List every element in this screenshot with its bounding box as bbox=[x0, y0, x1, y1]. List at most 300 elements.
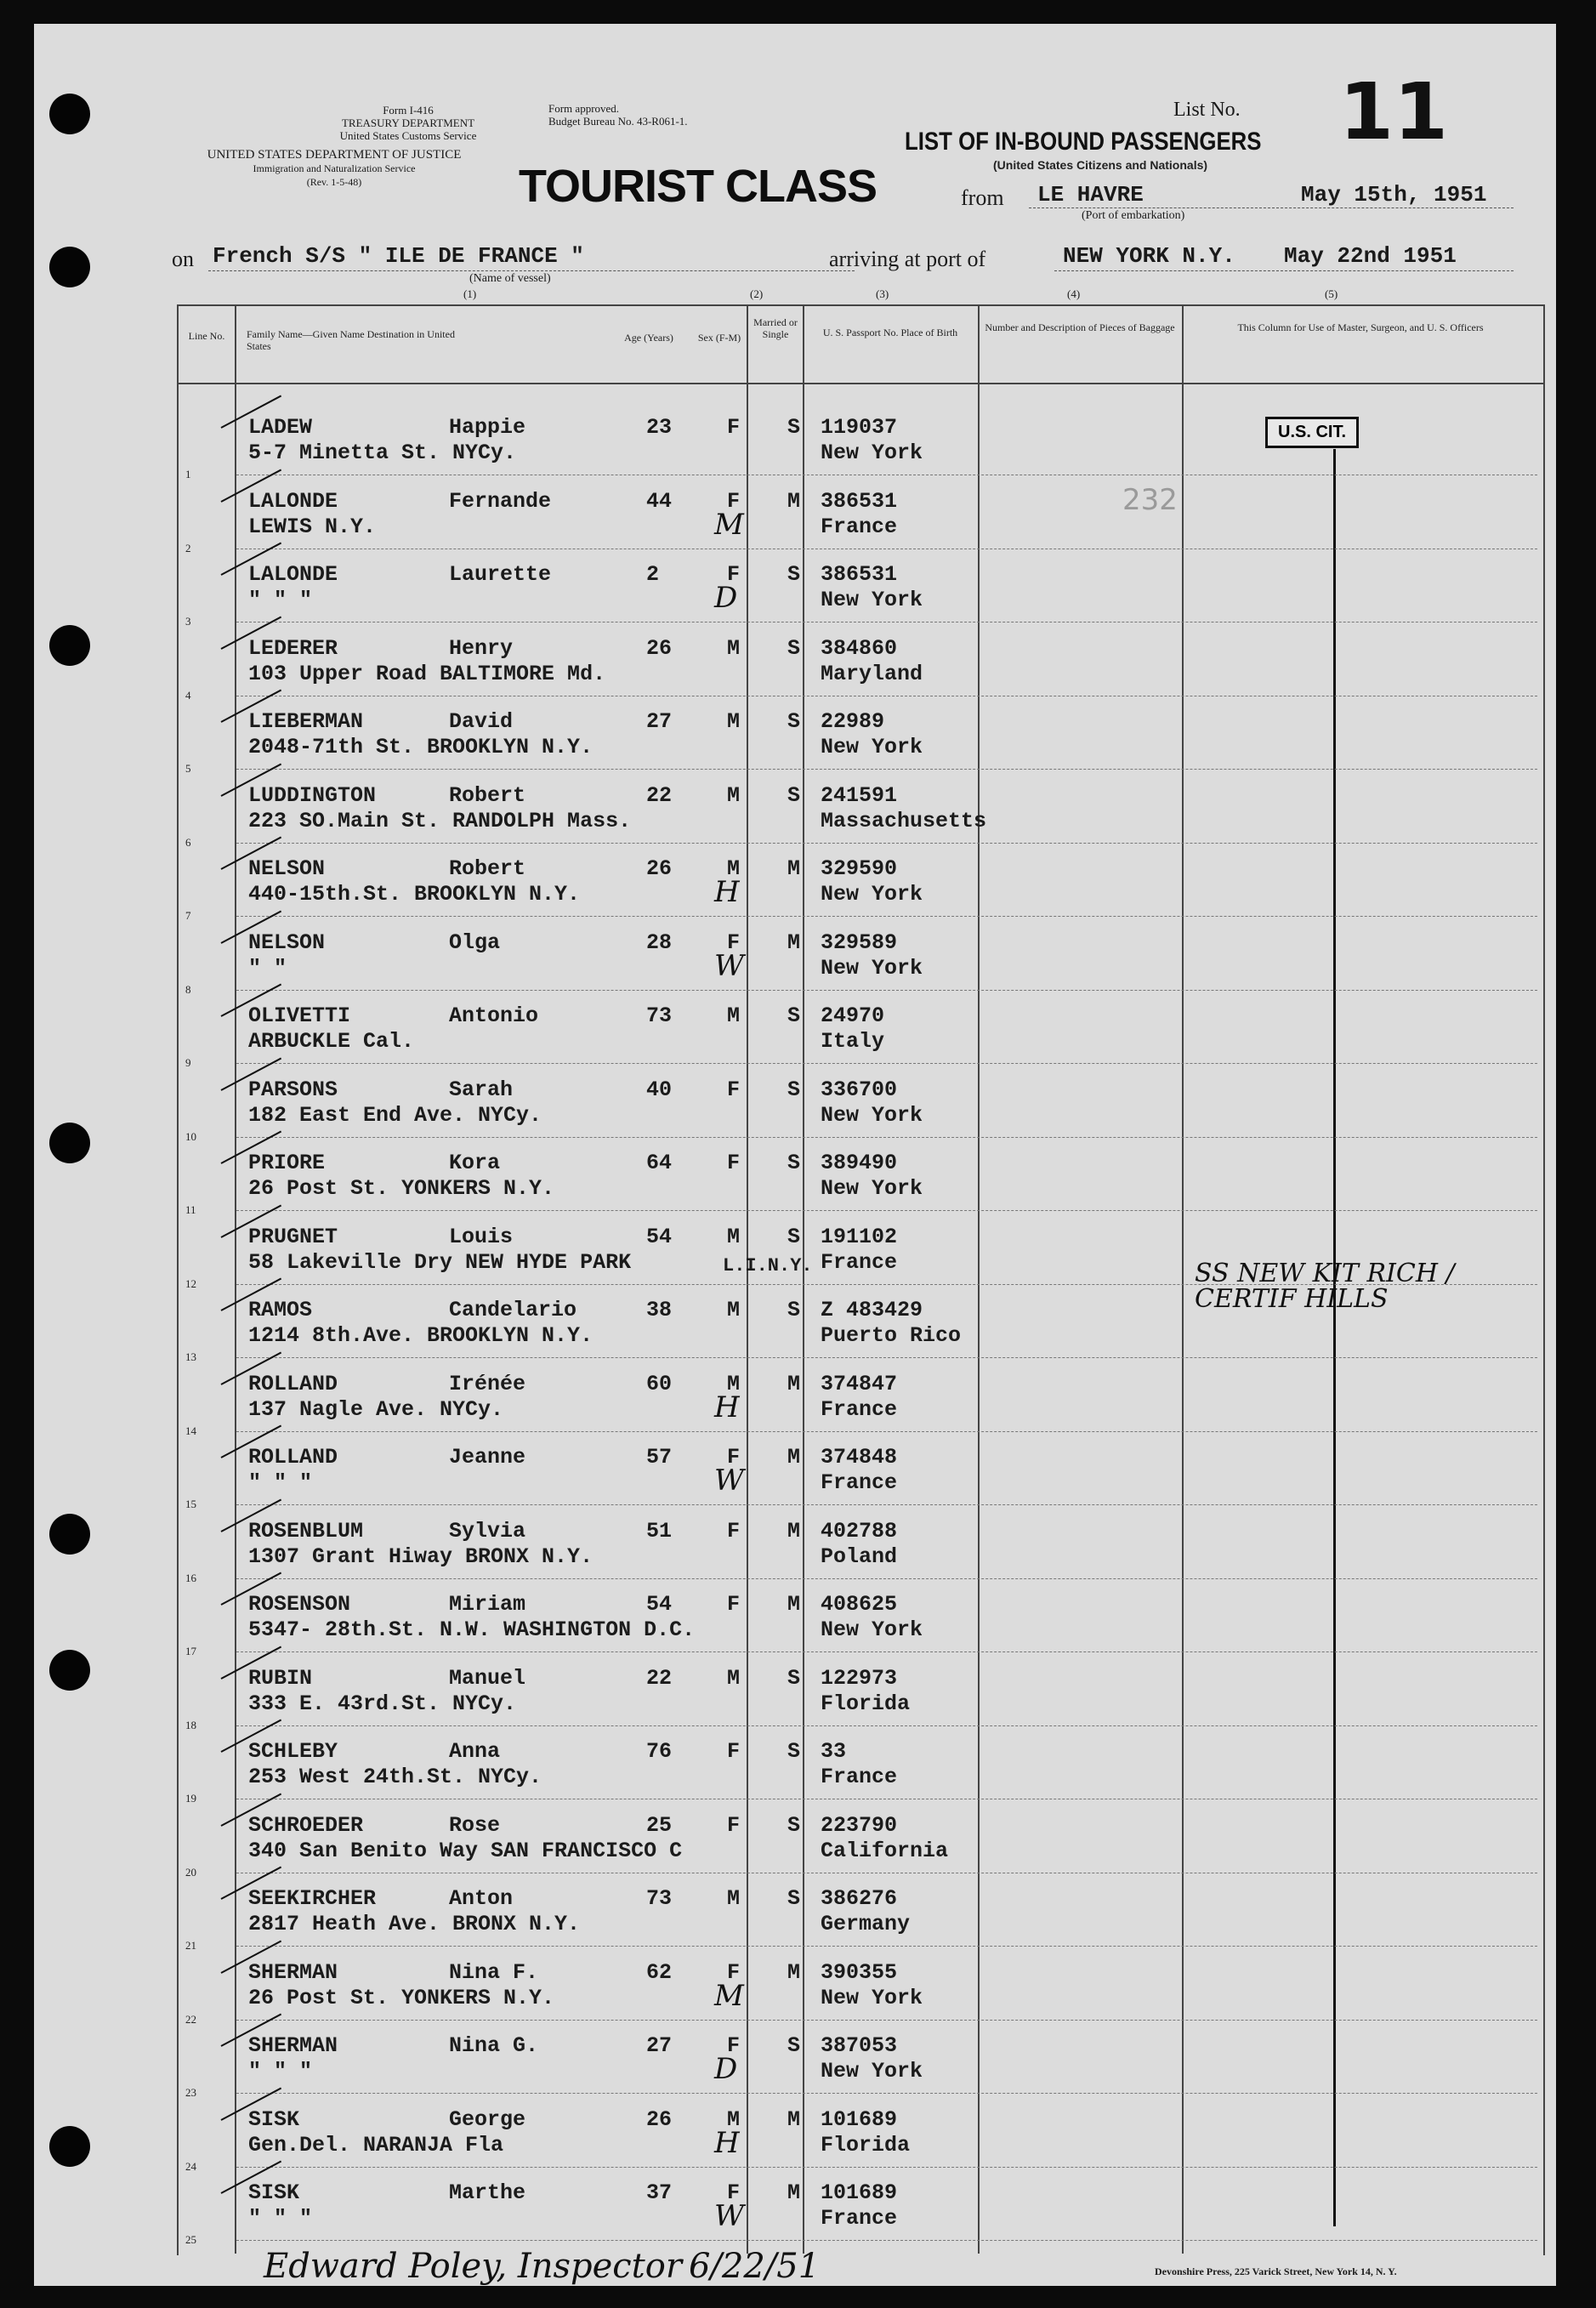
marital-status: S bbox=[787, 709, 801, 734]
line-number: 7 bbox=[185, 909, 191, 922]
line-number: 25 bbox=[185, 2233, 196, 2246]
destination: 182 East End Ave. NYCy. bbox=[248, 1102, 542, 1128]
marital-status: M bbox=[787, 856, 801, 881]
sex: F bbox=[727, 415, 741, 440]
age: 38 bbox=[646, 1298, 673, 1322]
row-rule bbox=[236, 2093, 1537, 2095]
place-of-birth: Poland bbox=[821, 1543, 898, 1569]
destination: 58 Lakeville Dry NEW HYDE PARK bbox=[248, 1249, 632, 1275]
tourist-class-stamp: TOURIST CLASS bbox=[519, 161, 878, 212]
family-name: ROSENBLUM bbox=[248, 1518, 364, 1543]
given-name: Laurette bbox=[449, 562, 552, 587]
age: 73 bbox=[646, 1886, 673, 1911]
destination: " " bbox=[248, 955, 287, 981]
line-number: 20 bbox=[185, 1865, 196, 1879]
punch-hole bbox=[49, 1514, 90, 1555]
handwritten-mark: D bbox=[714, 2052, 738, 2086]
age: 62 bbox=[646, 1959, 673, 1985]
row-rule bbox=[236, 1873, 1537, 1874]
passport-number: 374848 bbox=[821, 1445, 898, 1470]
passport-number: 402788 bbox=[821, 1518, 898, 1543]
given-name: Louis bbox=[449, 1224, 514, 1249]
destination: 2817 Heath Ave. BRONX N.Y. bbox=[248, 1912, 581, 1936]
passport-number: 24970 bbox=[821, 1003, 885, 1028]
sex: F bbox=[727, 1739, 741, 1764]
place-of-birth: New York bbox=[821, 441, 923, 465]
family-name: LEDERER bbox=[248, 635, 338, 661]
destination: 103 Upper Road BALTIMORE Md. bbox=[248, 661, 606, 686]
row-rule bbox=[236, 916, 1537, 918]
place-of-birth: New York bbox=[821, 735, 923, 759]
row-rule bbox=[236, 549, 1537, 550]
list-no-label: List No. bbox=[1173, 99, 1241, 121]
handwritten-mark: W bbox=[714, 1464, 744, 1498]
given-name: Sarah bbox=[449, 1077, 514, 1102]
header-name: Family Name—Given Name Destination in United States bbox=[247, 328, 455, 352]
given-name: Happie bbox=[449, 415, 526, 440]
sex: F bbox=[727, 562, 741, 587]
age: 76 bbox=[646, 1739, 673, 1764]
age: 27 bbox=[646, 2033, 673, 2058]
age: 64 bbox=[646, 1151, 673, 1175]
officer-handwritten-note: SS NEW KIT RICH / CERTIF HILLS bbox=[1195, 1259, 1455, 1314]
handwritten-mark: H bbox=[714, 1390, 740, 1424]
row-rule bbox=[236, 769, 1537, 770]
handwritten-mark: M bbox=[714, 507, 744, 542]
place-of-birth: France bbox=[821, 1470, 898, 1495]
passport-number: 223790 bbox=[821, 1812, 898, 1838]
col-num-5: (5) bbox=[1325, 287, 1338, 300]
punch-hole bbox=[49, 247, 90, 287]
handwritten-mark: H bbox=[714, 875, 740, 909]
place-of-birth: France bbox=[821, 2206, 898, 2231]
line-number: 21 bbox=[185, 1939, 196, 1952]
header-passport: U. S. Passport No. Place of Birth bbox=[822, 327, 958, 338]
sex: F bbox=[727, 1077, 741, 1102]
header-married: Married or Single bbox=[753, 316, 798, 340]
age: 26 bbox=[646, 2106, 673, 2132]
col-divider-sex bbox=[747, 304, 748, 2254]
col-divider-married bbox=[803, 304, 804, 2254]
age: 26 bbox=[646, 635, 673, 661]
family-name: PRUGNET bbox=[248, 1224, 338, 1249]
line-number: 18 bbox=[185, 1718, 196, 1731]
passport-number: 329590 bbox=[821, 856, 898, 881]
header-age: Age (Years) bbox=[624, 332, 673, 344]
row-rule bbox=[236, 1504, 1537, 1506]
row-rule bbox=[236, 1357, 1537, 1359]
place-of-birth: France bbox=[821, 1396, 898, 1422]
row-rule bbox=[236, 990, 1537, 992]
family-name: LADEW bbox=[248, 415, 313, 440]
destination: 333 E. 43rd.St. NYCy. bbox=[248, 1691, 517, 1716]
marital-status: M bbox=[787, 1518, 801, 1543]
destination: 1214 8th.Ave. BROOKLYN N.Y. bbox=[248, 1323, 594, 1348]
marital-status: S bbox=[787, 1665, 801, 1691]
given-name: Miriam bbox=[449, 1592, 526, 1617]
vessel-note: (Name of vessel) bbox=[469, 272, 551, 285]
age: 25 bbox=[646, 1812, 673, 1838]
given-name: Robert bbox=[449, 856, 526, 881]
line-number: 11 bbox=[185, 1203, 196, 1216]
place-of-birth: California bbox=[821, 1838, 949, 1863]
age: 23 bbox=[646, 415, 673, 440]
place-of-birth: Puerto Rico bbox=[821, 1323, 962, 1348]
passport-number: 384860 bbox=[821, 635, 898, 661]
marital-status: S bbox=[787, 782, 801, 808]
sex: M bbox=[727, 1371, 741, 1396]
ins-service: Immigration and Naturalization Service bbox=[253, 162, 416, 174]
destination: Gen.Del. NARANJA Fla bbox=[248, 2132, 504, 2157]
family-name: SHERMAN bbox=[248, 1959, 338, 1985]
destination: 5-7 Minetta St. NYCy. bbox=[248, 441, 517, 465]
sex: M bbox=[727, 1298, 741, 1322]
vessel-underline bbox=[208, 270, 855, 271]
handwritten-mark: M bbox=[714, 1978, 744, 2013]
row-rule bbox=[236, 1210, 1537, 1212]
justice-dept: UNITED STATES DEPARTMENT OF JUSTICE bbox=[207, 148, 462, 162]
passport-number: 101689 bbox=[821, 2180, 898, 2205]
passport-number: 241591 bbox=[821, 782, 898, 808]
given-name: Anna bbox=[449, 1739, 501, 1764]
embark-note: (Port of embarkation) bbox=[1082, 209, 1185, 222]
signature-date: 6/22/51 bbox=[689, 2247, 821, 2286]
punch-hole bbox=[49, 625, 90, 666]
sex: F bbox=[727, 1592, 741, 1617]
form-header-left bbox=[332, 104, 485, 142]
family-name: SISK bbox=[248, 2180, 300, 2205]
marital-status: S bbox=[787, 562, 801, 587]
given-name: Nina G. bbox=[449, 2033, 539, 2058]
row-rule bbox=[236, 1651, 1537, 1653]
row-rule bbox=[236, 696, 1537, 697]
given-name: Anton bbox=[449, 1886, 514, 1911]
given-name: George bbox=[449, 2106, 526, 2132]
approval-text: Form approved. bbox=[548, 102, 620, 115]
col-divider-baggage bbox=[1182, 304, 1184, 2254]
row-rule bbox=[236, 1137, 1537, 1139]
family-name: NELSON bbox=[248, 856, 326, 881]
sex: M bbox=[727, 856, 741, 881]
place-of-birth: France bbox=[821, 1765, 898, 1789]
sex: M bbox=[727, 1665, 741, 1691]
row-rule bbox=[236, 1799, 1537, 1800]
destination: LEWIS N.Y. bbox=[248, 514, 377, 539]
row-rule bbox=[236, 2167, 1537, 2169]
punch-hole bbox=[49, 2126, 90, 2167]
manifest-sheet bbox=[34, 24, 1556, 2286]
printer-credit: Devonshire Press, 225 Varick Street, New York 14, N. Y. bbox=[1155, 2265, 1397, 2277]
line-number: 8 bbox=[185, 982, 191, 996]
row-rule bbox=[236, 1725, 1537, 1727]
family-name: ROLLAND bbox=[248, 1371, 338, 1396]
marital-status: S bbox=[787, 1812, 801, 1838]
place-of-birth: New York bbox=[821, 588, 923, 612]
marital-status: M bbox=[787, 929, 801, 955]
place-of-birth: Maryland bbox=[821, 661, 923, 686]
port-embarkation: LE HAVRE bbox=[1037, 182, 1144, 207]
line-number: 1 bbox=[185, 468, 191, 480]
handwritten-mark: W bbox=[714, 2199, 744, 2233]
passport-number: 389490 bbox=[821, 1151, 898, 1175]
passport-number: 329589 bbox=[821, 929, 898, 955]
age: 26 bbox=[646, 856, 673, 881]
line-number: 19 bbox=[185, 1792, 196, 1805]
destination: 223 SO.Main St. RANDOLPH Mass. bbox=[248, 808, 632, 833]
family-name: LALONDE bbox=[248, 562, 338, 587]
destination: 26 Post St. YONKERS N.Y. bbox=[248, 1176, 555, 1201]
place-of-birth: New York bbox=[821, 955, 923, 981]
marital-status: S bbox=[787, 1003, 801, 1028]
officer-vertical-line bbox=[1333, 449, 1336, 2226]
sex: F bbox=[727, 1812, 741, 1838]
family-name: ROSENSON bbox=[248, 1592, 351, 1617]
passport-number: 387053 bbox=[821, 2033, 898, 2058]
row-rule bbox=[236, 1946, 1537, 1947]
handwritten-mark: W bbox=[714, 948, 744, 983]
given-name: Jeanne bbox=[449, 1445, 526, 1470]
marital-status: S bbox=[787, 1151, 801, 1175]
passport-number: 408625 bbox=[821, 1592, 898, 1617]
from-label: from bbox=[961, 185, 1004, 210]
handwritten-mark: H bbox=[714, 2125, 740, 2160]
given-name: Olga bbox=[449, 929, 501, 955]
given-name: Henry bbox=[449, 635, 514, 661]
family-name: SEEKIRCHER bbox=[248, 1886, 377, 1911]
family-name: RAMOS bbox=[248, 1298, 313, 1322]
marital-status: S bbox=[787, 635, 801, 661]
given-name: Antonio bbox=[449, 1003, 539, 1028]
destination: " " " bbox=[248, 2206, 313, 2231]
line-number: 10 bbox=[185, 1129, 196, 1143]
passport-number: 22989 bbox=[821, 709, 885, 734]
given-name: Robert bbox=[449, 782, 526, 808]
marital-status: S bbox=[787, 1886, 801, 1911]
punch-hole bbox=[49, 1123, 90, 1163]
passport-number: 119037 bbox=[821, 415, 898, 440]
given-name: Sylvia bbox=[449, 1518, 526, 1543]
arrival-date: May 22nd 1951 bbox=[1284, 243, 1457, 269]
place-of-birth: Florida bbox=[821, 1691, 911, 1716]
age: 2 bbox=[646, 562, 660, 587]
place-of-birth: Florida bbox=[821, 2132, 911, 2157]
destination: 440-15th.St. BROOKLYN N.Y. bbox=[248, 882, 581, 907]
given-name: Irénée bbox=[449, 1371, 526, 1396]
place-of-birth: New York bbox=[821, 882, 923, 907]
family-name: NELSON bbox=[248, 929, 326, 955]
passport-number: 33 bbox=[821, 1739, 847, 1764]
place-of-birth: France bbox=[821, 514, 898, 539]
line-number: 5 bbox=[185, 762, 191, 775]
family-name: OLIVETTI bbox=[248, 1003, 351, 1028]
destination: 1307 Grant Hiway BRONX N.Y. bbox=[248, 1543, 594, 1569]
family-name: RUBIN bbox=[248, 1665, 313, 1691]
row-rule bbox=[236, 2240, 1537, 2242]
col-num-2: (2) bbox=[750, 287, 764, 300]
line-number: 2 bbox=[185, 541, 191, 554]
given-name: Marthe bbox=[449, 2180, 526, 2205]
sex: F bbox=[727, 1518, 741, 1543]
on-label: on bbox=[172, 247, 194, 271]
row-rule bbox=[236, 1578, 1537, 1580]
line-number: 6 bbox=[185, 835, 191, 849]
punch-hole bbox=[49, 94, 90, 134]
extra-destination-note: L.I.N.Y. bbox=[723, 1255, 813, 1276]
sex: F bbox=[727, 1151, 741, 1175]
header-line-no: Line No. bbox=[188, 330, 225, 342]
line-number: 23 bbox=[185, 2086, 196, 2099]
given-name: Rose bbox=[449, 1812, 501, 1838]
family-name: SCHROEDER bbox=[248, 1812, 364, 1838]
header-baggage: Number and Description of Pieces of Baggage bbox=[985, 321, 1175, 333]
passport-number: 191102 bbox=[821, 1224, 898, 1249]
passport-number: 386531 bbox=[821, 488, 898, 514]
marital-status: M bbox=[787, 1371, 801, 1396]
line-number: 16 bbox=[185, 1571, 196, 1584]
marital-status: M bbox=[787, 2106, 801, 2132]
age: 73 bbox=[646, 1003, 673, 1028]
age: 51 bbox=[646, 1518, 673, 1543]
header-sex: Sex (F-M) bbox=[697, 332, 741, 344]
given-name: Candelario bbox=[449, 1298, 577, 1322]
family-name: SHERMAN bbox=[248, 2033, 338, 2058]
place-of-birth: Italy bbox=[821, 1029, 885, 1054]
form-revision: (Rev. 1-5-48) bbox=[306, 176, 362, 188]
destination: " " " bbox=[248, 2059, 313, 2083]
age: 44 bbox=[646, 488, 673, 514]
age: 37 bbox=[646, 2180, 673, 2205]
row-rule bbox=[236, 1284, 1537, 1286]
passport-number: 336700 bbox=[821, 1077, 898, 1102]
col-num-4: (4) bbox=[1067, 287, 1081, 300]
sex: M bbox=[727, 1003, 741, 1028]
embark-underline bbox=[1029, 207, 1514, 208]
given-name: Kora bbox=[449, 1151, 501, 1175]
col-divider-line bbox=[235, 304, 236, 2254]
passport-number: 390355 bbox=[821, 1959, 898, 1985]
line-number: 3 bbox=[185, 615, 191, 628]
passport-number: 101689 bbox=[821, 2106, 898, 2132]
inspector-signature: Edward Poley, Inspector bbox=[264, 2247, 682, 2286]
marital-status: M bbox=[787, 2180, 801, 2205]
line-number: 17 bbox=[185, 1645, 196, 1657]
sex: M bbox=[727, 1886, 741, 1911]
marital-status: M bbox=[787, 1959, 801, 1985]
line-number: 12 bbox=[185, 1276, 196, 1290]
sex: M bbox=[727, 635, 741, 661]
family-name: SISK bbox=[248, 2106, 300, 2132]
passport-number: 374847 bbox=[821, 1371, 898, 1396]
age: 22 bbox=[646, 782, 673, 808]
sex: M bbox=[727, 2106, 741, 2132]
header-rule bbox=[177, 383, 1543, 384]
passport-number: 122973 bbox=[821, 1665, 898, 1691]
place-of-birth: Germany bbox=[821, 1912, 911, 1936]
age: 22 bbox=[646, 1665, 673, 1691]
row-rule bbox=[236, 843, 1537, 844]
sex: F bbox=[727, 2033, 741, 2058]
line-number: 22 bbox=[185, 2012, 196, 2026]
marital-status: M bbox=[787, 1445, 801, 1470]
marital-status: S bbox=[787, 1224, 801, 1249]
treasury-dept: TREASURY DEPARTMENT bbox=[341, 117, 475, 129]
passport-number: 386276 bbox=[821, 1886, 898, 1911]
arriving-label: arriving at port of bbox=[829, 247, 986, 271]
family-name: PRIORE bbox=[248, 1151, 326, 1175]
line-number: 13 bbox=[185, 1350, 196, 1363]
justice-header bbox=[177, 148, 491, 189]
arrival-underline bbox=[1054, 270, 1514, 271]
destination: 340 San Benito Way SAN FRANCISCO C bbox=[248, 1838, 683, 1863]
budget-bureau: Budget Bureau No. 43-R061-1. bbox=[548, 115, 688, 128]
line-number: 9 bbox=[185, 1056, 191, 1069]
row-rule bbox=[236, 1431, 1537, 1433]
marital-status: S bbox=[787, 1077, 801, 1102]
given-name: Nina F. bbox=[449, 1959, 539, 1985]
customs-service: United States Customs Service bbox=[339, 129, 477, 142]
header-officers: This Column for Use of Master, Surgeon, and U. S. Officers bbox=[1237, 321, 1484, 333]
given-name: David bbox=[449, 709, 514, 734]
sex: M bbox=[727, 709, 741, 734]
row-rule bbox=[236, 1063, 1537, 1065]
row-rule bbox=[236, 2020, 1537, 2021]
col-divider-passport bbox=[978, 304, 980, 2254]
family-name: LIEBERMAN bbox=[248, 709, 364, 734]
row-rule bbox=[236, 622, 1537, 623]
place-of-birth: New York bbox=[821, 1985, 923, 2010]
line-number: 24 bbox=[185, 2159, 196, 2173]
marital-status: M bbox=[787, 488, 801, 514]
family-name: ROLLAND bbox=[248, 1445, 338, 1470]
age: 40 bbox=[646, 1077, 673, 1102]
destination: ARBUCKLE Cal. bbox=[248, 1029, 415, 1054]
destination: " " " bbox=[248, 1470, 313, 1495]
baggage-note: 232 bbox=[1122, 483, 1178, 517]
form-number: Form I-416 bbox=[383, 104, 434, 117]
age: 27 bbox=[646, 709, 673, 734]
sex: F bbox=[727, 488, 741, 514]
destination: 253 West 24th.St. NYCy. bbox=[248, 1765, 542, 1789]
age: 60 bbox=[646, 1371, 673, 1396]
place-of-birth: New York bbox=[821, 1176, 923, 1201]
vessel-name: French S/S " ILE DE FRANCE " bbox=[213, 243, 584, 269]
family-name: LALONDE bbox=[248, 488, 338, 514]
embarkation-date: May 15th, 1951 bbox=[1301, 182, 1487, 207]
marital-status: S bbox=[787, 415, 801, 440]
sex: M bbox=[727, 782, 741, 808]
sex: F bbox=[727, 1959, 741, 1985]
sex: M bbox=[727, 1224, 741, 1249]
us-citizen-stamp: U.S. CIT. bbox=[1265, 417, 1359, 448]
place-of-birth: Massachusetts bbox=[821, 808, 987, 833]
place-of-birth: New York bbox=[821, 2059, 923, 2083]
family-name: PARSONS bbox=[248, 1077, 338, 1102]
age: 54 bbox=[646, 1592, 673, 1617]
line-number: 14 bbox=[185, 1424, 196, 1437]
punch-hole bbox=[49, 1650, 90, 1691]
row-rule bbox=[236, 475, 1537, 476]
place-of-birth: France bbox=[821, 1249, 898, 1275]
marital-status: S bbox=[787, 1298, 801, 1322]
line-number: 15 bbox=[185, 1498, 196, 1510]
list-subtitle: (United States Citizens and Nationals) bbox=[993, 158, 1208, 172]
sex: F bbox=[727, 1445, 741, 1470]
sex: F bbox=[727, 929, 741, 955]
family-name: SCHLEBY bbox=[248, 1739, 338, 1764]
marital-status: S bbox=[787, 1739, 801, 1764]
list-number: 11 bbox=[1339, 66, 1449, 157]
destination: 26 Post St. YONKERS N.Y. bbox=[248, 1985, 555, 2010]
